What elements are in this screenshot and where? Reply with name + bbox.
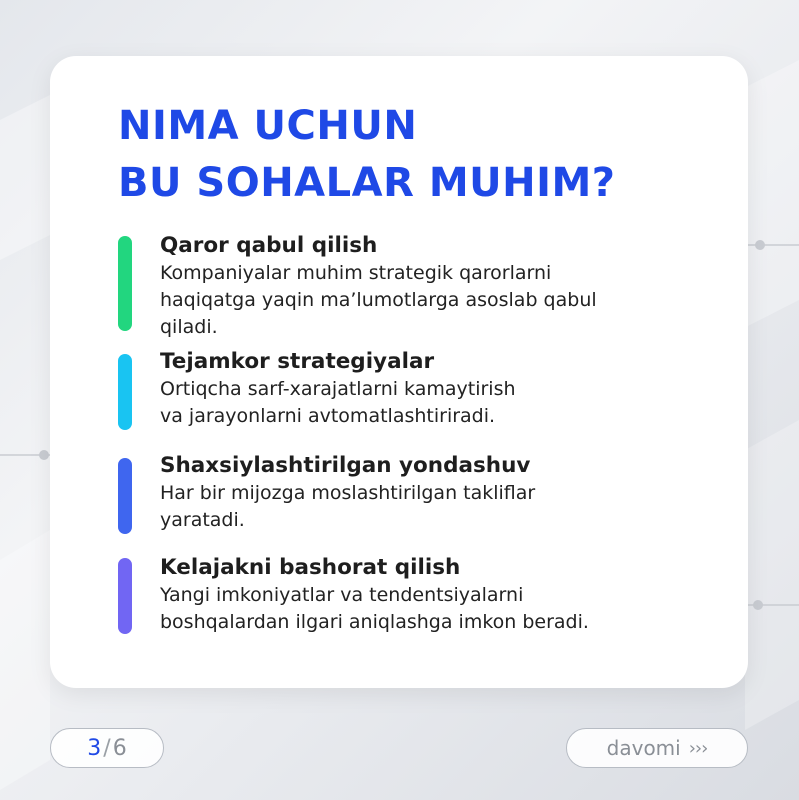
page-title [118, 98, 615, 212]
list-item-title: Kelajakni bashorat qilish [160, 555, 461, 580]
list-item-description [160, 260, 760, 341]
title-line-2: BU SOHALAR MUHIM? [118, 160, 616, 206]
list-item-text [160, 232, 760, 341]
list-item-description [160, 376, 760, 430]
accent-bar-cyan [118, 354, 132, 430]
next-label: davomi [606, 736, 681, 760]
list-item-description [160, 582, 760, 636]
description-line: va jarayonlarni avtomatlashtiriradi. [160, 405, 496, 427]
list-item-title: Qaror qabul qilish [160, 233, 378, 258]
accent-bar-green [118, 236, 132, 331]
list-item-text [160, 348, 760, 430]
content-card [50, 56, 748, 688]
page-separator: / [103, 735, 111, 761]
description-line: yaratadi. [160, 509, 245, 531]
list-item-title: Shaxsiylashtirilgan yondashuv [160, 453, 531, 478]
description-line: Har bir mijozga moslashtirilgan takliflar [160, 482, 536, 504]
description-line: boshqalardan ilgari aniqlashga imkon beradi. [160, 611, 589, 633]
page-indicator [50, 728, 164, 768]
next-button[interactable] [566, 728, 748, 768]
triple-chevron-right-icon: ››› [688, 737, 708, 759]
description-line: qiladi. [160, 316, 218, 338]
description-line: Ortiqcha sarf-xarajatlarni kamaytirish [160, 378, 516, 400]
total-pages: 6 [112, 735, 127, 761]
accent-bar-blue [118, 458, 132, 534]
title-line-1: NIMA UCHUN [118, 103, 418, 149]
list-item-text [160, 554, 760, 636]
list-item-description [160, 480, 760, 534]
list-item-title: Tejamkor strategiyalar [160, 349, 435, 374]
description-line: Yangi imkoniyatlar va tendentsiyalarni [160, 584, 524, 606]
list-item-text [160, 452, 760, 534]
description-line: haqiqatga yaqin ma’lumotlarga asoslab qabul [160, 289, 597, 311]
accent-bar-violet [118, 558, 132, 634]
description-line: Kompaniyalar muhim strategik qarorlarni [160, 262, 552, 284]
current-page: 3 [87, 735, 102, 761]
